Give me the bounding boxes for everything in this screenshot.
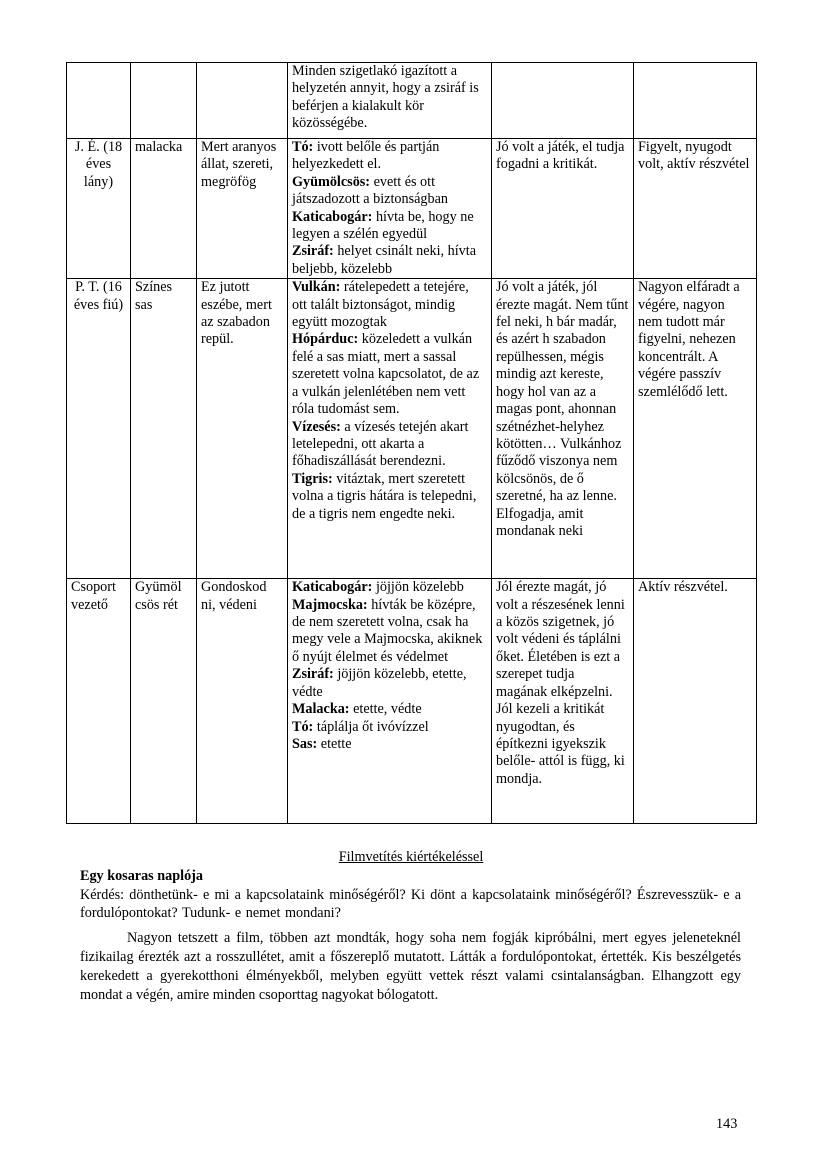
relation-label: Katicabogár: <box>292 579 373 596</box>
relation-entry <box>292 419 487 471</box>
cell-reason: Mert aranyos állat, szereti, megröfög <box>197 139 288 279</box>
cell-participant: J. É. (18 éves lány) <box>67 139 131 279</box>
section-subheading: Egy kosaras naplója <box>80 868 203 884</box>
relation-entry <box>292 736 487 753</box>
relation-entry <box>292 209 487 244</box>
relation-label: Hópárduc: <box>292 331 359 348</box>
relation-label: Tó: <box>292 139 314 155</box>
relation-entry <box>292 139 487 174</box>
relation-label: Tó: <box>292 718 314 735</box>
cell-behavior: Aktív részvétel. <box>634 579 757 824</box>
cell-participant: Csoport vezető <box>67 579 131 824</box>
table-row <box>67 139 757 279</box>
relation-text: rátelepedett a tetejére, ott talált biztonságot, mindig együtt mozogtak <box>292 279 469 331</box>
relation-text: etette, védte <box>353 701 422 718</box>
cell-relations <box>288 139 492 279</box>
relation-entry <box>292 701 487 718</box>
evaluation-table-body <box>67 63 757 824</box>
relation-text: jöjjön közelebb <box>375 579 464 596</box>
cell-chosen-element <box>131 63 197 139</box>
relation-label: Majmocska: <box>292 596 368 613</box>
relation-entry <box>292 597 487 667</box>
relation-entry <box>292 331 487 418</box>
cell-reason: Ez jutott eszébe, mert az szabadon repül. <box>197 279 288 579</box>
section-title: Filmvetítés kiértékeléssel <box>338 849 484 865</box>
cell-relations <box>288 279 492 579</box>
cell-feedback: Jó volt a játék, jól érezte magát. Nem tűnt fel neki, h bár madár, és azért h szabadon repülhessen, mégis mindig azt kereste, hogy hol van az a magas pont, ahonnan szétnézhet-helyhez kötötten… Vulkánhoz fűződő viszonya nem kölcsönös, de ő szeretné, ha az lenne. Elfogadja, amit mondanak neki <box>492 279 634 579</box>
evaluation-table <box>66 62 757 824</box>
relation-label: Vulkán: <box>292 279 341 296</box>
relation-entry <box>292 579 487 596</box>
relation-text: Minden szigetlakó igazított a helyzetén annyit, hogy a zsiráf is beférjen a kialakult kör közösségébe. <box>292 63 479 132</box>
relation-text: a vízesés tetején akart letelepedni, ott akarta a főhadiszállását berendezni. <box>292 418 469 470</box>
relation-label: Katicabogár: <box>292 208 373 225</box>
relation-text: táplálja őt ivóvízzel <box>316 718 429 735</box>
relation-label: Zsiráf: <box>292 243 334 260</box>
section-question: Kérdés: dönthetünk- e mi a kapcsolataink minőségéről? Ki dönt a kapcsolataink minőségéről? Észrevesszük- e a fordulópontokat? Tudunk- e nemet mondani? <box>80 887 741 921</box>
section-paragraph: Nagyon tetszett a film, többen azt mondták, hogy soha nem fogják kipróbálni, mert egyes jeleneteknél fizikailag érezték azt a rosszullétet, amit a főszereplő mutatott. Látták a fordulópontokat, értették. Kis beszélgetés kerekedett a gyerekotthoni élményekből, melyben együtt vettek részt valami csintalanságban. Elhangzott egy mondat a végén, amire minden csoporttag nagyokat bólogatott. <box>80 930 741 1003</box>
cell-reason: Gondoskod ni, védeni <box>197 579 288 824</box>
relation-label: Gyümölcsös: <box>292 173 371 190</box>
relation-text: hívta be, hogy ne legyen a szélén egyedül <box>292 208 474 243</box>
table-row <box>67 279 757 579</box>
cell-participant: P. T. (16 éves fiú) <box>67 279 131 579</box>
relation-label: Sas: <box>292 735 318 752</box>
cell-reason <box>197 63 288 139</box>
cell-feedback <box>492 63 634 139</box>
relation-entry <box>292 174 487 209</box>
relation-entry <box>292 279 487 331</box>
relation-entry <box>292 63 487 133</box>
cell-relations <box>288 63 492 139</box>
relation-entry <box>292 666 487 701</box>
relation-text: ivott belőle és partján helyezkedett el. <box>292 139 440 173</box>
relation-text: helyet csinált neki, hívta beljebb, közelebb <box>292 243 477 277</box>
relation-label: Tigris: <box>292 470 333 487</box>
table-row <box>67 579 757 824</box>
relation-entry <box>292 471 487 523</box>
relation-text: hívták be középre, de nem szeretett volna, csak ha megy vele a Majmocska, akiknek ő nyújt élelmet és védelmet <box>292 596 483 665</box>
cell-feedback: Jól érezte magát, jó volt a részesének lenni a közös szigetnek, jó volt védeni és táplálni őket. Életében is ezt a szerepet tudja magának elképzelni. Jól kezeli a kritikát nyugodtan, és építkezni igyekszik belőle- attól is függ, ki mondja. <box>492 579 634 824</box>
cell-behavior: Figyelt, nyugodt volt, aktív részvétel <box>634 139 757 279</box>
relation-label: Vízesés: <box>292 418 341 435</box>
cell-participant <box>67 63 131 139</box>
cell-behavior: Nagyon elfáradt a végére, nagyon nem tudott már figyelni, nehezen koncentrált. A végére passzív szemlélődő lett. <box>634 279 757 579</box>
cell-chosen-element: Gyümöl csös rét <box>131 579 197 824</box>
relation-text: vitáztak, mert szeretett volna a tigris hátára is telepedni, de a tigris nem engedte neki. <box>292 470 477 522</box>
cell-relations <box>288 579 492 824</box>
relation-text: jöjjön közelebb, etette, védte <box>292 666 467 700</box>
relation-entry <box>292 719 487 736</box>
relation-label: Zsiráf: <box>292 666 334 683</box>
relation-text: etette <box>320 735 352 752</box>
relation-text: közeledett a vulkán felé a sas miatt, mert a sassal szeretett volna kapcsolatot, de az a vulkán jelenlétében nem vett róla tudomást sem. <box>292 331 480 418</box>
table-row <box>67 63 757 139</box>
cell-feedback: Jó volt a játék, el tudja fogadni a kritikát. <box>492 139 634 279</box>
relation-text: evett és ott játszadozott a biztonságban <box>292 173 449 208</box>
page-number: 143 <box>716 1116 738 1132</box>
cell-chosen-element: Színes sas <box>131 279 197 579</box>
cell-chosen-element: malacka <box>131 139 197 279</box>
cell-behavior <box>634 63 757 139</box>
relation-entry <box>292 243 487 278</box>
relation-label: Malacka: <box>292 701 350 718</box>
